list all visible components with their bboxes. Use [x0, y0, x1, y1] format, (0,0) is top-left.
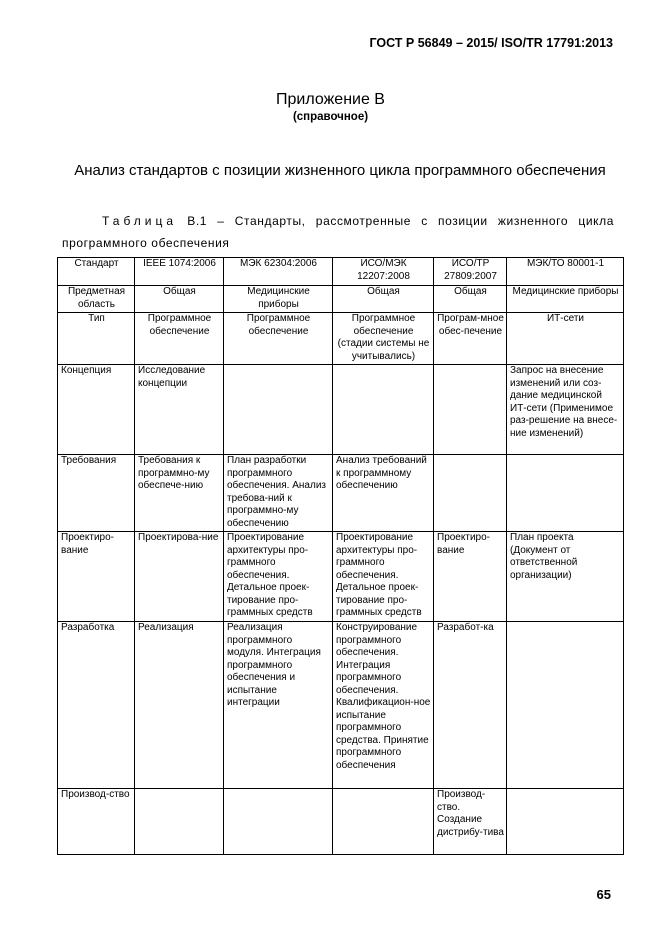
table-cell [333, 789, 434, 855]
table-row [58, 286, 624, 313]
page-number: 65 [596, 887, 611, 902]
table-cell: Общая [333, 286, 434, 313]
table-cell: Програм-мное обес-печение [434, 313, 507, 365]
table-cell: Требования к программно-му обеспече-нию [135, 455, 224, 532]
column-header: МЭК/ТО 80001-1 [507, 258, 624, 286]
table-cell: Проектиро-вание [58, 532, 135, 622]
table-row [58, 365, 624, 455]
table-header-row [58, 258, 624, 286]
column-header: ИСО/ТР 27809:2007 [434, 258, 507, 286]
table-caption-number: В.1 [187, 214, 208, 228]
table-cell [507, 789, 624, 855]
table-cell: Исследование концепции [135, 365, 224, 455]
table-caption [62, 210, 614, 254]
table-cell: Общая [135, 286, 224, 313]
table-cell: Концепция [58, 365, 135, 455]
table-row [58, 313, 624, 365]
table-cell: Проектиро-вание [434, 532, 507, 622]
document-header: ГОСТ Р 56849 – 2015/ ISO/TR 17791:2013 [369, 36, 613, 50]
appendix-subtitle: (справочное) [292, 111, 369, 123]
table-cell: План разработки программного обеспечения. Анализ требова-ний к программно-му обеспечению [224, 455, 333, 532]
table-cell [224, 365, 333, 455]
table-cell [434, 455, 507, 532]
table-cell: Проектирова-ние [135, 532, 224, 622]
standards-table [57, 257, 624, 855]
table-cell: Программное обеспечение [135, 313, 224, 365]
column-header: МЭК 62304:2006 [224, 258, 333, 286]
table-cell: Требования [58, 455, 135, 532]
table-cell: Программное обеспечение [224, 313, 333, 365]
table-row [58, 455, 624, 532]
table-cell: ИТ-сети [507, 313, 624, 365]
table-caption-text: – Стандарты, рассмотренные с позиции жизненного цикла программного обеспечения [62, 214, 614, 250]
table-cell [135, 789, 224, 855]
table-cell: Разработка [58, 622, 135, 789]
table-cell: Проектирование архитектуры про-граммного обеспечения. Детальное проек-тирование про-граммных средств [333, 532, 434, 622]
table-cell: Медицинские приборы [507, 286, 624, 313]
table-cell: Запрос на внесение изменений или соз-дание медицинской ИТ-сети (Применимое раз-решение на внесе-ние изменений) [507, 365, 624, 455]
table-cell: Конструирование программного обеспечения. Интеграция программного обеспечения. Квалификацион-ное испытание программного средства. Принятие программного обеспечения [333, 622, 434, 789]
table-cell: Производ-ство [58, 789, 135, 855]
column-header: Стандарт [58, 258, 135, 286]
table-cell [507, 455, 624, 532]
table-cell: Реализация [135, 622, 224, 789]
table-cell: План проекта (Документ от ответственной организации) [507, 532, 624, 622]
table-row [58, 532, 624, 622]
table-cell: Медицинские приборы [224, 286, 333, 313]
table-caption-word: Таблица [102, 214, 178, 228]
column-header: IEEE 1074:2006 [135, 258, 224, 286]
table-cell [507, 622, 624, 789]
table-cell: Производ-ство. Создание дистрибу-тива [434, 789, 507, 855]
table-cell [224, 789, 333, 855]
appendix-title: Приложение В [276, 91, 385, 108]
table-row [58, 622, 624, 789]
table-cell: Общая [434, 286, 507, 313]
table-cell: Проектирование архитектуры про-граммного обеспечения. Детальное проек-тирование про-граммных средств [224, 532, 333, 622]
table-cell: Анализ требований к программному обеспечению [333, 455, 434, 532]
table-cell: Программное обеспечение (стадии системы не учитывались) [333, 313, 434, 365]
table-cell: Предметная область [58, 286, 135, 313]
table-cell [434, 365, 507, 455]
table-cell: Реализация программного модуля. Интеграция программного обеспечения и испытание интеграции [224, 622, 333, 789]
document-title: Анализ стандартов с позиции жизненного цикла программного обеспечения [74, 162, 606, 179]
column-header: ИСО/МЭК 12207:2008 [333, 258, 434, 286]
table-cell [333, 365, 434, 455]
table-cell: Разработ-ка [434, 622, 507, 789]
table-row [58, 789, 624, 855]
table-cell: Тип [58, 313, 135, 365]
